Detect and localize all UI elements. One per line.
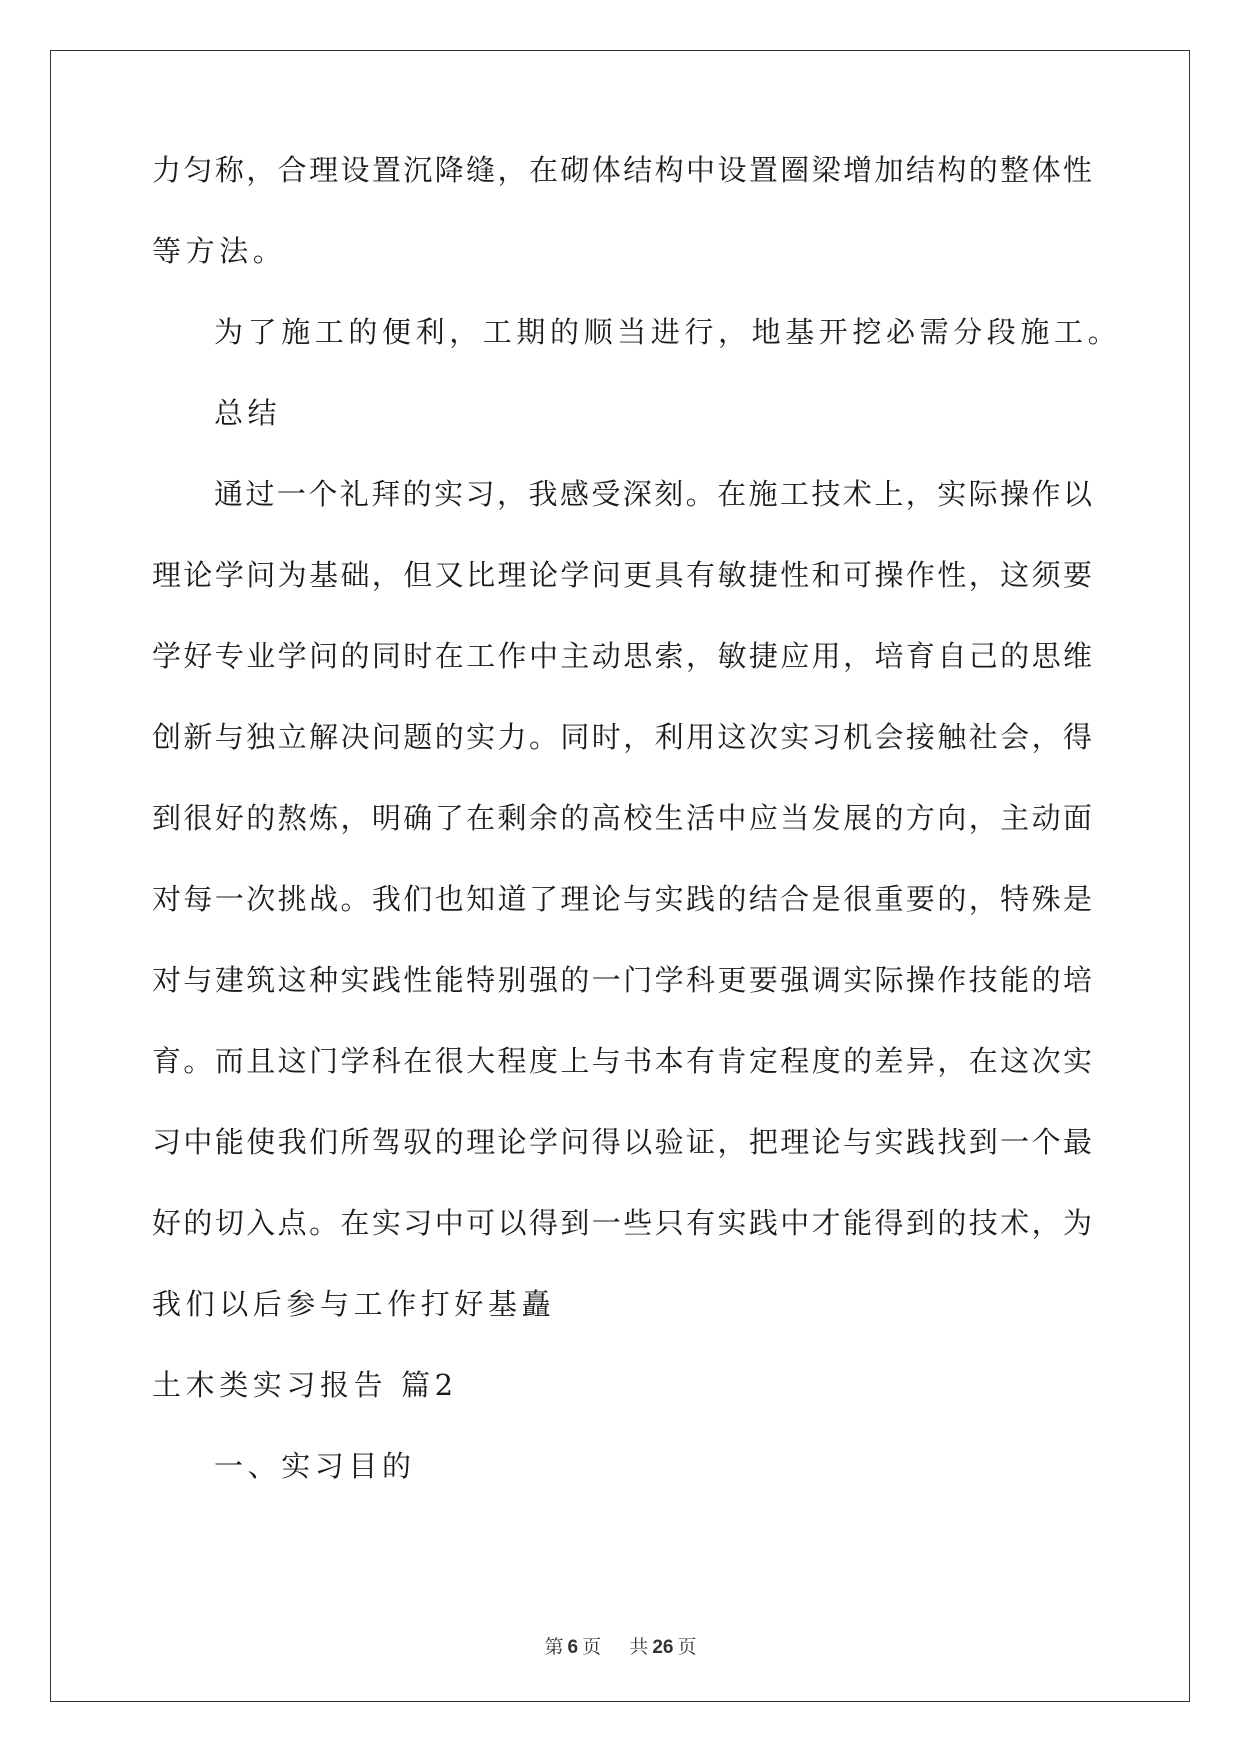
section-heading: 一、实习目的	[214, 1449, 416, 1483]
footer-total-prefix: 共	[629, 1636, 649, 1658]
paragraph-line: 力匀称，合理设置沉降缝，在砌体结构中设置圈梁增加结构的整体性	[152, 153, 1092, 187]
paragraph-line: 对每一次挑战。我们也知道了理论与实践的结合是很重要的，特殊是	[152, 882, 1092, 916]
paragraph-line: 育。而且这门学科在很大程度上与书本有肯定程度的差异，在这次实	[152, 1044, 1092, 1078]
paragraph-line: 我们以后参与工作打好基矗	[152, 1287, 556, 1321]
paragraph-line: 习中能使我们所驾驭的理论学问得以验证，把理论与实践找到一个最	[152, 1125, 1092, 1159]
paragraph-line: 通过一个礼拜的实习，我感受深刻。在施工技术上，实际操作以	[214, 477, 1092, 511]
section-heading: 总结	[214, 396, 282, 430]
document-title: 土木类实习报告 篇2	[152, 1368, 458, 1402]
paragraph-line: 为了施工的便利，工期的顺当进行，地基开挖必需分段施工。	[214, 315, 1122, 349]
page-number: 6	[567, 1637, 579, 1658]
footer-total-suffix: 页	[677, 1636, 697, 1658]
footer-prefix: 第	[544, 1636, 564, 1658]
paragraph-line: 对与建筑这种实践性能特别强的一门学科更要强调实际操作技能的培	[152, 963, 1092, 997]
paragraph-line: 学好专业学问的同时在工作中主动思索，敏捷应用，培育自己的思维	[152, 639, 1092, 673]
paragraph-line: 好的切入点。在实习中可以得到一些只有实践中才能得到的技术，为	[152, 1206, 1092, 1240]
paragraph-line: 理论学问为基础，但又比理论学问更具有敏捷性和可操作性，这须要	[152, 558, 1092, 592]
total-pages: 26	[652, 1637, 674, 1658]
document-body	[152, 150, 1122, 1527]
paragraph-line: 到很好的熬炼，明确了在剩余的高校生活中应当发展的方向，主动面	[152, 801, 1092, 835]
paragraph-line: 创新与独立解决问题的实力。同时，利用这次实习机会接触社会，得	[152, 720, 1092, 754]
footer-page-suffix: 页	[582, 1636, 602, 1658]
paragraph-line: 等方法。	[152, 234, 287, 268]
page-footer	[0, 1632, 1241, 1659]
